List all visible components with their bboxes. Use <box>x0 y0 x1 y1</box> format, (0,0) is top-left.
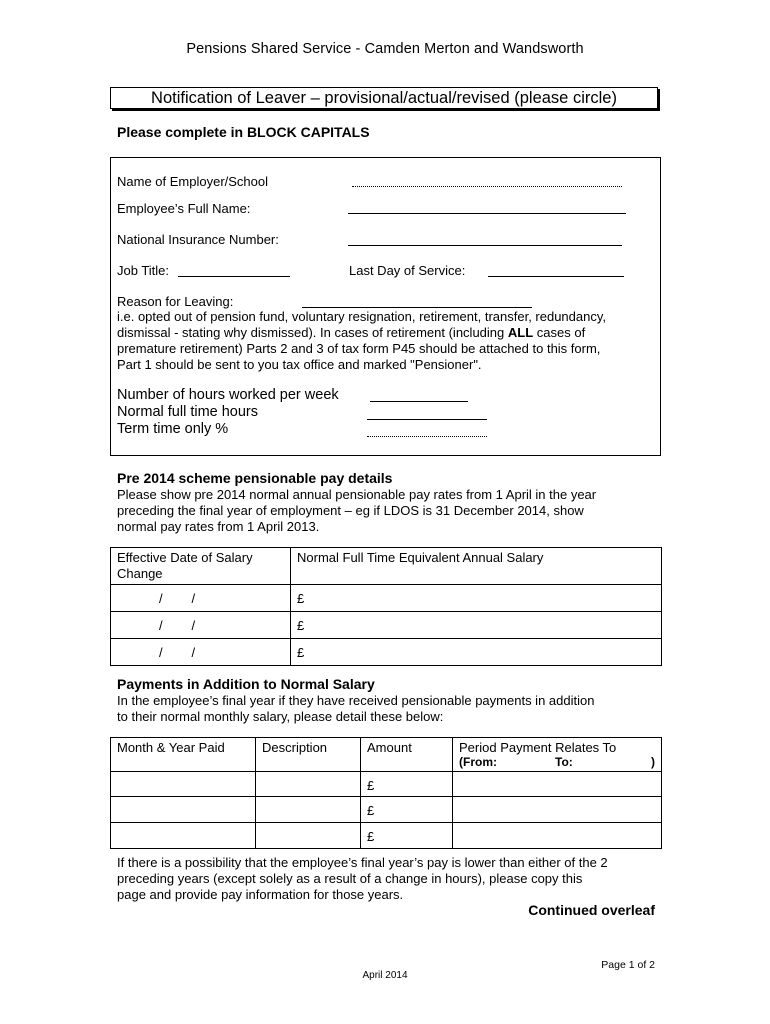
payment-amount-cell[interactable]: £ <box>361 772 453 797</box>
payments-text <box>117 693 657 725</box>
reason-text-line-3: premature retirement) Parts 2 and 3 of tax form P45 should be attached to this form, <box>117 341 601 356</box>
pre2014-text-line-2: preceding the final year of employment – eg if LDOS is 31 December 2014, show <box>117 503 584 518</box>
additional-payments-table <box>110 737 662 849</box>
payment-amount-cell[interactable]: £ <box>361 797 453 823</box>
reason-field[interactable] <box>302 307 532 308</box>
full-name-field[interactable] <box>348 213 626 214</box>
col-period-label: Period Payment Relates To <box>459 740 617 755</box>
pre2014-heading: Pre 2014 scheme pensionable pay details <box>117 470 393 486</box>
col-annual-salary: Normal Full Time Equivalent Annual Salary <box>291 548 662 585</box>
salary-amount-cell[interactable]: £ <box>291 639 662 666</box>
salary-table-header-row <box>111 548 662 585</box>
last-day-field[interactable] <box>488 276 624 277</box>
payment-period-cell[interactable] <box>453 823 662 849</box>
table-row <box>111 585 662 612</box>
reason-label: Reason for Leaving: <box>117 294 234 309</box>
col-month-year: Month & Year Paid <box>111 738 256 772</box>
reason-guidance <box>117 309 657 373</box>
ni-number-field[interactable] <box>348 245 622 246</box>
ft-hours-field[interactable] <box>367 419 487 420</box>
continued-overleaf: Continued overleaf <box>528 902 655 918</box>
job-title-field[interactable] <box>178 276 290 277</box>
payment-period-cell[interactable] <box>453 772 662 797</box>
col-period <box>453 738 662 772</box>
table-row <box>111 772 662 797</box>
salary-amount-cell[interactable]: £ <box>291 585 662 612</box>
reason-text-line-4: Part 1 should be sent to you tax office and marked "Pensioner". <box>117 357 482 372</box>
lower-pay-note-line-1: If there is a possibility that the employee’s final year’s pay is lower than either of the 2 <box>117 855 608 870</box>
payment-period-cell[interactable] <box>453 797 662 823</box>
document-date: April 2014 <box>362 970 408 981</box>
payment-amount-cell[interactable]: £ <box>361 823 453 849</box>
hours-field[interactable] <box>370 401 468 402</box>
pre2014-text-line-3: normal pay rates from 1 April 2013. <box>117 519 320 534</box>
full-name-label: Employee’s Full Name: <box>117 201 251 216</box>
payment-description-cell[interactable] <box>256 823 361 849</box>
payment-description-cell[interactable] <box>256 797 361 823</box>
form-title: Notification of Leaver – provisional/actual/revised (please circle) <box>151 89 617 107</box>
term-time-label: Term time only % <box>117 421 229 437</box>
period-to-label: To: <box>555 755 573 769</box>
employer-field[interactable] <box>352 186 622 187</box>
salary-date-cell[interactable]: / / <box>111 612 291 639</box>
page-header: Pensions Shared Service - Camden Merton and Wandsworth <box>186 41 584 57</box>
job-title-label: Job Title: <box>117 263 170 278</box>
table-row <box>111 797 662 823</box>
salary-amount-cell[interactable]: £ <box>291 612 662 639</box>
reason-text-line-2 <box>117 325 657 341</box>
salary-date-cell[interactable]: / / <box>111 585 291 612</box>
table-row <box>111 823 662 849</box>
ni-number-label: National Insurance Number: <box>117 232 279 247</box>
col-effective-date: Effective Date of Salary Change <box>111 548 291 585</box>
pre2014-text-line-1: Please show pre 2014 normal annual pensionable pay rates from 1 April in the year <box>117 487 597 502</box>
payments-table-header-row <box>111 738 662 772</box>
lower-pay-note-line-2: preceding years (except solely as a result of a change in hours), please copy this <box>117 871 583 886</box>
ft-hours-label: Normal full time hours <box>117 404 259 420</box>
payment-month-cell[interactable] <box>111 772 256 797</box>
table-row <box>111 612 662 639</box>
block-capitals-instruction: Please complete in BLOCK CAPITALS <box>117 124 370 140</box>
col-period-range <box>459 755 655 769</box>
lower-pay-note-line-3: page and provide pay information for those years. <box>117 887 404 902</box>
payments-text-line-2: to their normal monthly salary, please detail these below: <box>117 709 444 724</box>
payments-heading: Payments in Addition to Normal Salary <box>117 676 375 692</box>
salary-date-cell[interactable]: / / <box>111 639 291 666</box>
payment-month-cell[interactable] <box>111 823 256 849</box>
reason-text-2c: cases of <box>533 325 586 340</box>
employer-label: Name of Employer/School <box>117 174 269 189</box>
reason-text-2a: dismissal - stating why dismissed). In cases of retirement (including <box>117 325 508 340</box>
col-description: Description <box>256 738 361 772</box>
page-number: Page 1 of 2 <box>601 959 655 971</box>
payments-text-line-1: In the employee’s final year if they have received pensionable payments in addition <box>117 693 595 708</box>
payment-description-cell[interactable] <box>256 772 361 797</box>
last-day-label: Last Day of Service: <box>349 263 466 278</box>
table-row <box>111 639 662 666</box>
lower-pay-note <box>117 855 662 903</box>
period-close-paren: ) <box>651 755 655 769</box>
col-amount: Amount <box>361 738 453 772</box>
payment-month-cell[interactable] <box>111 797 256 823</box>
term-time-field[interactable] <box>367 436 487 437</box>
reason-text-all: ALL <box>507 325 534 340</box>
reason-text-line-1: i.e. opted out of pension fund, voluntary resignation, retirement, transfer, redundancy, <box>117 309 606 324</box>
pre2014-text <box>117 487 657 535</box>
salary-history-table <box>110 547 662 666</box>
period-from-label: (From: <box>459 755 497 769</box>
hours-label: Number of hours worked per week <box>117 387 339 403</box>
